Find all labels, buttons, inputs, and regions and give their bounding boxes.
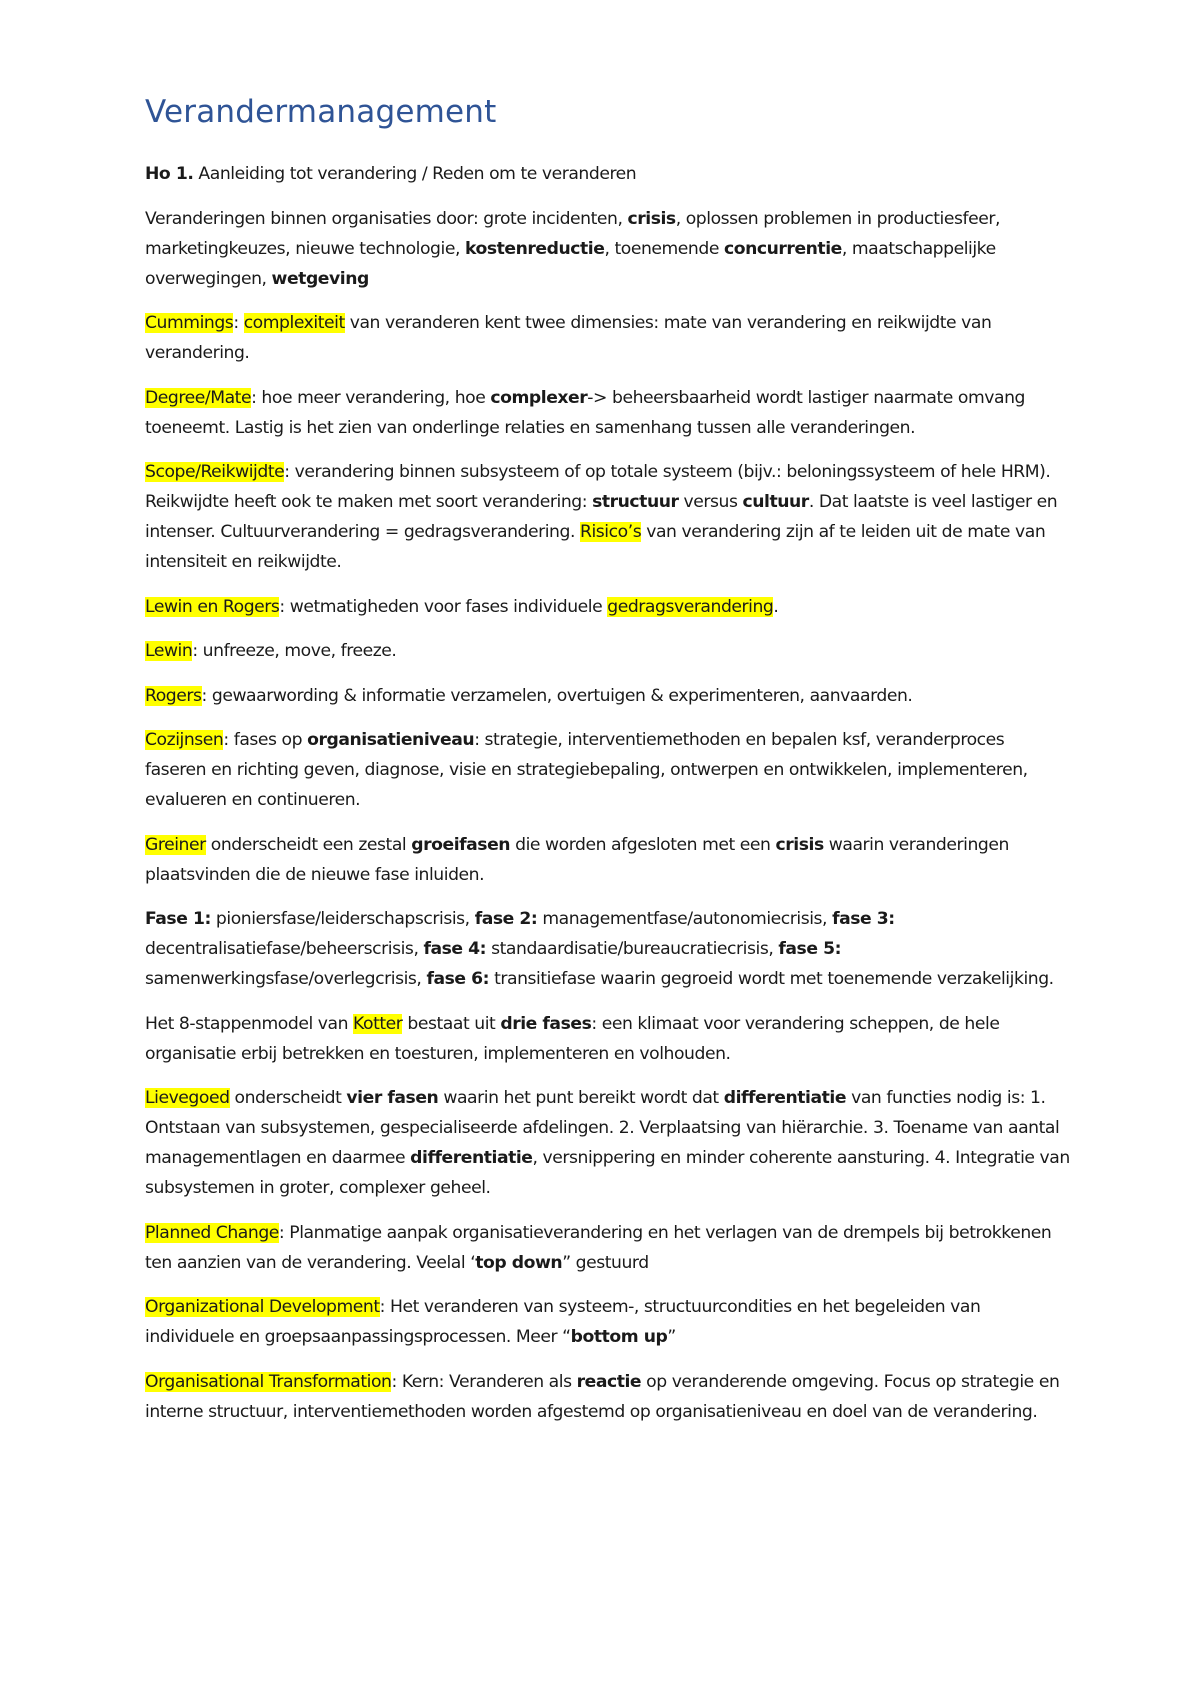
text-run: onderscheidt xyxy=(229,1088,347,1108)
text-run: decentralisatiefase/beheerscrisis, xyxy=(145,939,424,959)
highlighted-term: Organizational Development xyxy=(145,1297,380,1317)
highlighted-term: Cozijnsen xyxy=(145,730,224,750)
bold-text: concurrentie xyxy=(723,238,842,259)
text-run: : Het veranderen van systeem-, structuurcondities en het begeleiden van individuele en groepsaanpassingsprocessen. Meer “ xyxy=(145,1297,981,1347)
paragraph xyxy=(145,159,1070,189)
paragraph xyxy=(145,725,1070,815)
paragraph xyxy=(145,457,1070,577)
text-run: : Kern: Veranderen als xyxy=(391,1371,577,1392)
paragraph xyxy=(145,592,1070,622)
text-run: waarin het punt bereikt wordt dat xyxy=(438,1088,724,1108)
paragraph xyxy=(145,1083,1070,1203)
bold-text: reactie xyxy=(576,1371,642,1392)
text-run: : wetmatigheden voor fases individuele xyxy=(279,596,608,617)
text-run: samenwerkingsfase/overlegcrisis, xyxy=(145,969,427,989)
text-run: : gewaarwording & informatie verzamelen, overtuigen & experimenteren, aanvaarden. xyxy=(201,685,913,706)
text-run: : Planmatige aanpak organisatieverandering en het verlagen van de drempels bij betrokkenen ten aanzien van de verandering. Veelal ‘ xyxy=(145,1222,1052,1273)
paragraph xyxy=(145,904,1070,994)
paragraph xyxy=(145,1292,1070,1352)
highlighted-term: Organisational Transformation xyxy=(145,1371,392,1392)
bold-text: vier fasen xyxy=(346,1088,439,1108)
document-title: Verandermanagement xyxy=(145,94,497,130)
highlighted-term: Cummings xyxy=(145,313,234,333)
bold-text: complexer xyxy=(490,387,588,408)
text-run: : een klimaat voor verandering scheppen, de hele organisatie erbij betrekken en toesturen, implementeren en volhouden. xyxy=(145,1013,1000,1064)
text-run: op veranderende omgeving. Focus op strategie en interne structuur, interventiemethoden worden afgestemd op organisatieniveau en doel van de verandering. xyxy=(145,1371,1060,1422)
bold-text: crisis xyxy=(627,208,676,229)
bold-text: fase 2: xyxy=(474,909,538,929)
text-run: . xyxy=(773,596,779,617)
highlighted-term: Scope/Reikwijdte xyxy=(145,462,285,482)
text-run: : fases op xyxy=(223,730,308,750)
highlighted-term: Greiner xyxy=(145,834,206,855)
bold-text: fase 6: xyxy=(426,969,490,989)
text-run: , toenemende xyxy=(604,238,724,259)
bold-text: Fase 1: xyxy=(145,909,211,929)
highlighted-term: Planned Change xyxy=(145,1222,279,1243)
document-body xyxy=(145,159,1070,1427)
paragraph xyxy=(145,383,1070,443)
bold-text: differentiatie xyxy=(410,1148,533,1168)
bold-text: Ho 1. xyxy=(145,164,194,184)
paragraph xyxy=(145,1009,1070,1069)
text-run: bestaat uit xyxy=(402,1013,501,1034)
highlighted-term: Rogers xyxy=(145,685,202,706)
text-run: : verandering binnen subsysteem of op totale systeem (bijv.: beloningssysteem of hele HRM). Reikwijdte heeft ook te maken met soort verandering: xyxy=(145,462,1051,512)
text-run: standaardisatie/bureaucratiecrisis, xyxy=(486,939,779,959)
bold-text: fase 3: xyxy=(832,909,895,929)
text-run: transitiefase waarin gegroeid wordt met toenemende verzakelijking. xyxy=(489,969,1054,989)
text-run: versus xyxy=(678,492,743,512)
bold-text: kostenreductie xyxy=(464,238,605,259)
bold-text: drie fases xyxy=(500,1013,592,1034)
text-run: van veranderen kent twee dimensies: mate van verandering en reikwijdte van verandering. xyxy=(145,313,992,363)
text-run: , oplossen problemen in productiesfeer, marketingkeuzes, nieuwe technologie, xyxy=(145,208,1000,259)
text-run: managementfase/autonomiecrisis, xyxy=(537,909,833,929)
bold-text: bottom up xyxy=(570,1327,668,1347)
paragraph xyxy=(145,636,1070,666)
text-run: die worden afgesloten met een xyxy=(510,834,776,855)
highlighted-term: complexiteit xyxy=(243,313,345,333)
text-run: waarin veranderingen plaatsvinden die de nieuwe fase inluiden. xyxy=(145,834,1009,885)
bold-text: crisis xyxy=(775,834,824,855)
text-run: onderscheidt een zestal xyxy=(205,834,412,855)
text-run: -> beheersbaarheid wordt lastiger naarmate omvang toeneemt. Lastig is het zien van onderlinge relaties en samenhang tussen alle veranderingen. xyxy=(145,387,1025,438)
bold-text: groeifasen xyxy=(411,834,511,855)
bold-text: organisatieniveau xyxy=(307,730,475,750)
text-run: : hoe meer verandering, hoe xyxy=(251,387,491,408)
bold-text: differentiatie xyxy=(723,1088,847,1108)
bold-text: cultuur xyxy=(742,492,809,512)
text-run: : xyxy=(233,313,244,333)
bold-text: fase 4: xyxy=(423,939,487,959)
text-run: ” gestuurd xyxy=(562,1252,649,1273)
text-run: ” xyxy=(667,1327,676,1347)
bold-text: top down xyxy=(475,1252,563,1273)
paragraph xyxy=(145,1218,1070,1278)
text-run: , versnippering en minder coherente aansturing. 4. Integratie van subsystemen in groter, complexer geheel. xyxy=(145,1148,1070,1198)
paragraph xyxy=(145,681,1070,711)
text-run: van functies nodig is: 1. Ontstaan van subsystemen, gespecialiseerde afdelingen. 2. Verplaatsing van hiërarchie. 3. Toename van aantal managementlagen en daarmee xyxy=(145,1088,1060,1168)
text-run: : unfreeze, move, freeze. xyxy=(192,641,397,661)
bold-text: fase 5: xyxy=(778,939,842,959)
highlighted-term: Degree/Mate xyxy=(145,387,252,408)
text-run: Aanleiding tot verandering / Reden om te veranderen xyxy=(193,164,637,184)
highlighted-term: Lievegoed xyxy=(145,1088,230,1108)
text-run: Het 8-stappenmodel van xyxy=(145,1013,354,1034)
text-run: . Dat laatste is veel lastiger en intenser. Cultuurverandering = gedragsverandering. xyxy=(145,492,1058,542)
highlighted-term: Kotter xyxy=(353,1013,403,1034)
paragraph xyxy=(145,830,1070,890)
bold-text: structuur xyxy=(592,492,679,512)
bold-text: wetgeving xyxy=(271,268,369,289)
text-run: , maatschappelijke overwegingen, xyxy=(145,238,996,289)
highlighted-term: Risico’s xyxy=(579,522,642,542)
text-run: pioniersfase/leiderschapscrisis, xyxy=(210,909,475,929)
text-run: Veranderingen binnen organisaties door: grote incidenten, xyxy=(145,208,628,229)
highlighted-term: Lewin xyxy=(145,641,193,661)
paragraph xyxy=(145,1367,1070,1427)
highlighted-term: Lewin en Rogers xyxy=(145,596,280,617)
text-run: : strategie, interventiemethoden en bepalen ksf, veranderproces faseren en richting geven, diagnose, visie en strategiebepaling, ontwerpen en ontwikkelen, implementeren, evalueren en continueren. xyxy=(145,730,1028,810)
text-run: van verandering zijn af te leiden uit de mate van intensiteit en reikwijdte. xyxy=(145,522,1046,572)
paragraph xyxy=(145,204,1070,294)
highlighted-term: gedragsverandering xyxy=(607,596,774,617)
paragraph xyxy=(145,308,1070,368)
